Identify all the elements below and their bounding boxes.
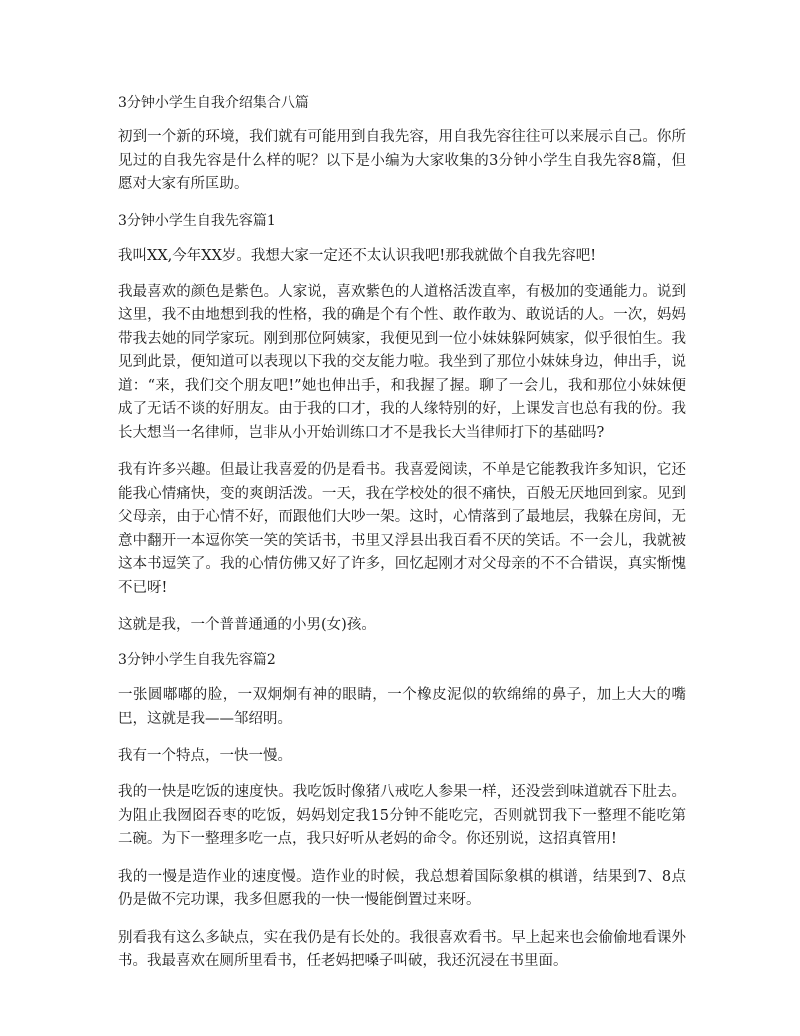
paragraph: 我最喜欢的颜色是紫色。人家说，喜欢紫色的人道格活泼直率，有极加的变通能力。说到这里，我不由地想到我的性格，我的确是个有个性、敢作敢为、敢说话的人。一次，妈妈带我去她的同学家玩。刚到那位阿姨家，我便见到一位小妹妹躲阿姨家，似乎很怕生。我见到此景，便知道可以表现以下我的交友能力啦。我坐到了那位小妹妹身边，伸出手，说道：“来，我们交个朋友吧!”她也伸出手，和我握了握。聊了一会儿，我和那位小妹妹便成了无话不谈的好朋友。由于我的口才，我的人缘特别的好，上课发言也总有我的份。我长大想当一名律师，岂非从小开始训练口才不是我长大当律师打下的基础吗?: [118, 283, 686, 441]
paragraph: 这就是我，一个普普通通的小男(女)孩。: [118, 617, 376, 633]
paragraph: 我叫XX,今年XX岁。我想大家一定还不太认识我吧!那我就做个自我先容吧!: [118, 247, 597, 264]
paragraph: 一张圆嘟嘟的脸，一双炯炯有神的眼睛，一个橡皮泥似的软绵绵的鼻子，加上大大的嘴巴，这就是我——邹绍明。: [118, 687, 686, 727]
paragraph: 我有一个特点，一快一慢。: [118, 748, 292, 764]
paragraph: 别看我有这么多缺点，实在我仍是有长处的。我很喜欢看书。早上起来也会偷偷地看课外书。我最喜欢在厕所里看书，任老妈把嗓子叫破，我还沉浸在书里面。: [118, 929, 686, 969]
document-body: [118, 93, 686, 988]
paragraph: 我的一快是吃饭的速度快。我吃饭时像猪八戒吃人参果一样，还没尝到味道就吞下肚去。为阻止我囫囵吞枣的吃饭，妈妈划定我15分钟不能吃完，否则就罚我下一整理不能吃第二碗。为下一整理多吃一点，我只好听从老妈的命令。你还别说，这招真管用!: [118, 784, 686, 847]
intro-paragraph: 初到一个新的环境，我们就有可能用到自我先容，用自我先容往往可以来展示自己。你所见过的自我先容是什么样的呢？以下是小编为大家收集的3分钟小学生自我先容8篇，但愿对大家有所匡助。: [118, 129, 686, 192]
section-heading-1: 3分钟小学生自我先容篇1: [118, 212, 276, 229]
paragraph: 我的一慢是造作业的速度慢。造作业的时候，我总想着国际象棋的棋谱，结果到7、8点仍是做不完功课，我多但愿我的一快一慢能倒置过来呀。: [118, 868, 686, 908]
section-heading-2: 3分钟小学生自我先容篇2: [118, 652, 276, 668]
paragraph: 我有许多兴趣。但最让我喜爱的仍是看书。我喜爱阅读，不单是它能教我许多知识，它还能我心情痛快，变的爽朗活泼。一天，我在学校处的很不痛快，百般无厌地回到家。见到父母亲，由于心情不好，而跟他们大吵一架。这时，心情落到了最地层，我躲在房间，无意中翻开一本逗你笑一笑的笑话书，书里又浮县出我百看不厌的笑话。不一会儿，我就被这本书逗笑了。我的心情仿佛又好了许多，回忆起刚才对父母亲的不不合错误，真实惭愧不已呀!: [118, 462, 686, 596]
document-title: 3分钟小学生自我介绍集合八篇: [118, 95, 309, 111]
